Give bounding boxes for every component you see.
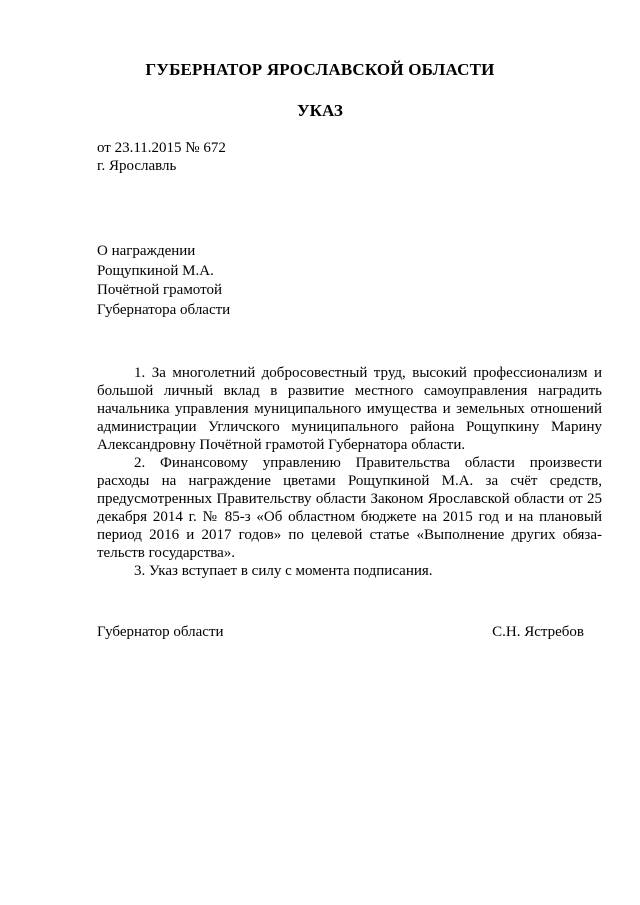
signatory-role: Губернатор области	[97, 624, 224, 640]
subject-line: Почётной грамотой	[97, 282, 222, 298]
issuer-title: ГУБЕРНАТОР ЯРОСЛАВСКОЙ ОБЛАСТИ	[145, 60, 495, 79]
subject-line: О награждении	[97, 243, 196, 259]
city: г. Ярославль	[97, 158, 177, 174]
paragraph-3: 3. Указ вступает в силу с момента подписания.	[134, 563, 433, 579]
subject-line: Губернатора области	[97, 301, 231, 318]
document-type-title: УКАЗ	[297, 101, 343, 120]
signatory-name: С.Н. Ястребов	[492, 624, 584, 640]
subject-line: Рощупкиной М.А.	[97, 262, 214, 279]
paragraph-1: 1. За многолетний добросовестный труд, высокий профессионализм и большой личный вклад в развитие местного самоуправления наградить начальника управления муниципального имущества и земельных отношений администрации Угличского муниципального района Рощупкину Марину Александровну Почётной грамотой Губернатора области.	[97, 365, 602, 453]
paragraph-2: 2. Финансовому управлению Правительства области произвести расходы на награждение цветами Рощупкиной М.А. за счёт средств, предусмотренных Правительству области Законом Ярославской области от 25 декабря 2014 г. № 85-з «Об областном бюджете на 2015 год и на плановый период 2016 и 2017 годов» по целевой статье «Выполнение других обязательств государства».	[97, 455, 602, 561]
document-meta	[97, 139, 226, 175]
subject-block	[97, 242, 230, 320]
date-number: от 23.11.2015 № 672	[97, 140, 226, 156]
decree-body	[97, 364, 602, 580]
